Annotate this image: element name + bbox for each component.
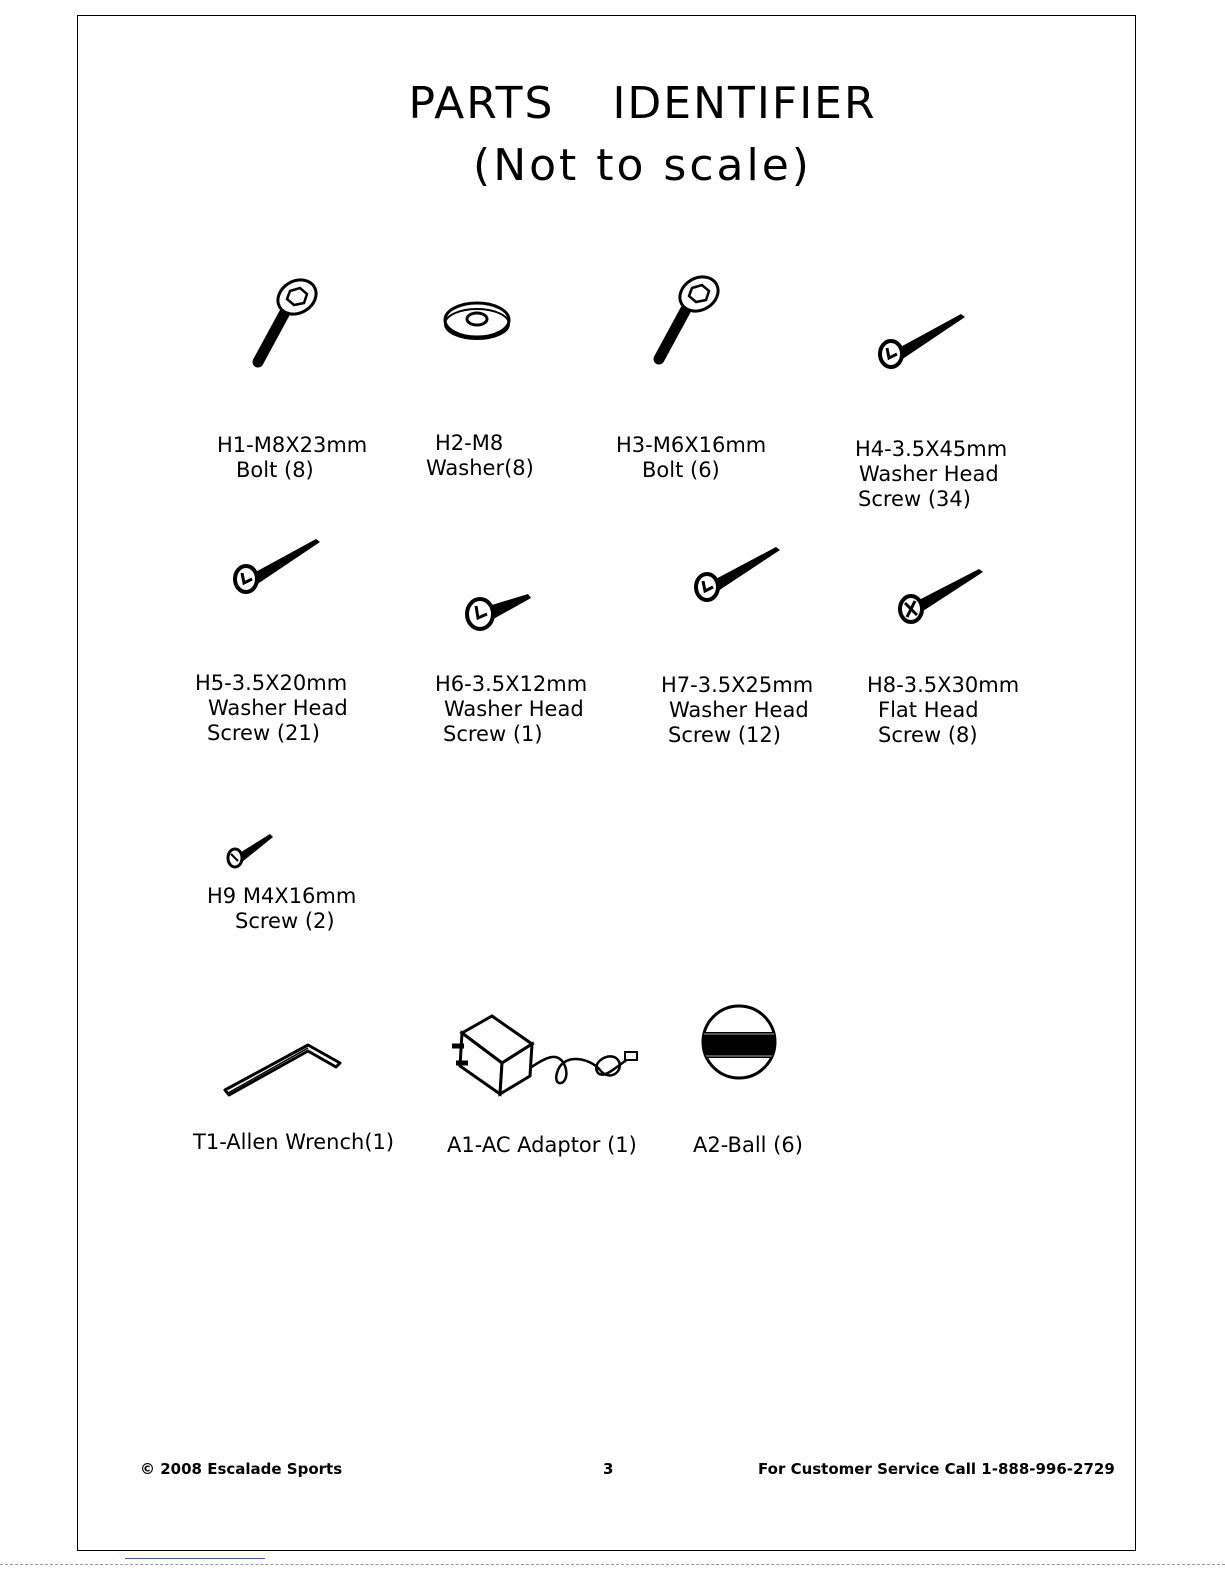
part-h6-desc2: Screw (1) [443,722,543,746]
page-frame [77,15,1136,1551]
part-h4-label [855,437,1007,512]
part-h6-label [435,672,587,747]
part-h8-code: H8-3.5X30mm [867,673,1020,697]
part-h3-code: H3-M6X16mm [616,433,767,457]
part-h9-code: H9 M4X16mm [207,884,357,908]
part-h2-desc: Washer(8) [426,456,534,480]
page-bottom-divider [0,1564,1225,1565]
washer-head-screw-icon [690,543,785,608]
part-h7-desc2: Screw (12) [668,723,781,747]
part-h2-code: H2-M8 [435,431,504,455]
page-subtitle: (Not to scale) [473,140,812,191]
part-h3-label [616,433,766,483]
part-a2-label: A2-Ball (6) [693,1133,803,1157]
page-bottom-marker [125,1558,265,1559]
bolt-icon [643,272,733,372]
part-h1-desc: Bolt (8) [236,458,314,482]
part-h8-desc1: Flat Head [878,698,979,722]
part-h7-label [661,673,813,748]
washer-head-screw-icon [875,310,970,375]
footer-copyright: © 2008 Escalade Sports [140,1460,343,1478]
part-h4-desc1: Washer Head [859,462,999,486]
part-h7-desc1: Washer Head [669,698,809,722]
part-h5-label [195,671,348,746]
part-h8-desc2: Screw (8) [878,723,978,747]
bolt-icon [240,275,330,375]
title-word-identifier: IDENTIFIER [612,78,877,129]
page-title [30,78,1225,129]
part-h9-label [207,884,356,934]
washer-head-screw-icon [460,588,535,638]
part-h4-desc2: Screw (34) [858,487,971,511]
ac-adaptor-icon [450,1008,645,1098]
part-a1-label: A1-AC Adaptor (1) [447,1133,637,1157]
part-h9-desc: Screw (2) [235,909,335,933]
part-h8-label [867,673,1019,748]
part-h6-code: H6-3.5X12mm [435,672,588,696]
part-h7-code: H7-3.5X25mm [661,673,814,697]
part-h5-code: H5-3.5X20mm [195,671,348,695]
part-h6-desc1: Washer Head [444,697,584,721]
washer-head-screw-icon [230,535,325,600]
part-h1-label [217,433,367,483]
allen-wrench-icon [220,1035,350,1100]
footer-customer-service: For Customer Service Call 1-888-996-2729 [758,1460,1115,1478]
part-h2-label [426,431,534,481]
footer-page-number: 3 [603,1460,614,1478]
part-h3-desc: Bolt (6) [642,458,720,482]
washer-icon [442,300,514,342]
title-word-parts: PARTS [408,78,555,129]
part-h5-desc1: Washer Head [208,696,348,720]
ball-icon [700,1002,780,1082]
part-h5-desc2: Screw (21) [207,721,320,745]
part-h4-code: H4-3.5X45mm [855,437,1008,461]
part-t1-label: T1-Allen Wrench(1) [193,1130,395,1154]
part-h1-code: H1-M8X23mm [217,433,368,457]
screw-icon [224,830,279,872]
flat-head-screw-icon [895,565,990,630]
